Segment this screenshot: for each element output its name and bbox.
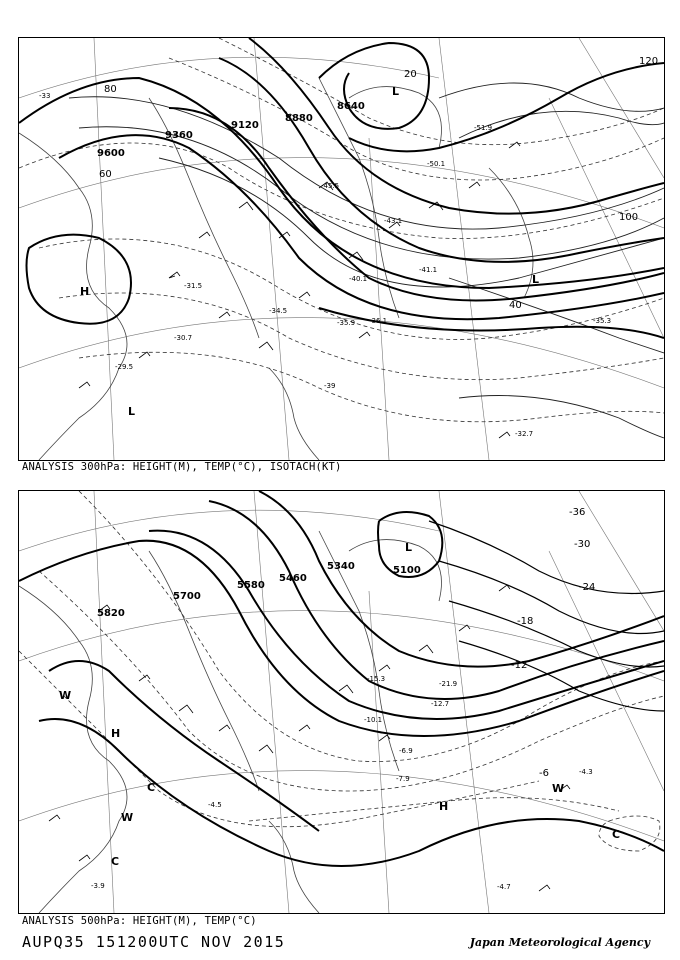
isotherm-label: -6 <box>539 768 549 779</box>
chart-300hpa-caption: ANALYSIS 300hPa: HEIGHT(M), TEMP(°C), ISOTACH(KT) <box>22 461 342 473</box>
wind-barbs <box>79 142 520 438</box>
height-label-5580: 5580 <box>237 580 265 591</box>
height-label-5460: 5460 <box>279 573 307 584</box>
temp-label: -4.3 <box>579 768 593 776</box>
isotach-label-20: 20 <box>404 69 417 80</box>
isotachs <box>69 83 664 438</box>
agency-name: Japan Meteorological Agency <box>469 936 650 949</box>
temp-label: -39 <box>324 382 336 390</box>
warm-center: W <box>121 811 134 824</box>
temp-label: -7.9 <box>396 775 410 783</box>
isotherm-label: -30 <box>574 539 591 550</box>
height-label-9120: 9120 <box>231 120 259 131</box>
temp-label: -4.7 <box>497 883 511 891</box>
high-center: H <box>111 727 121 740</box>
temp-label: -12.7 <box>431 700 450 708</box>
chart-300hpa-map <box>19 38 664 460</box>
temp-label: -35.9 <box>337 319 356 327</box>
isotherm-label: -18 <box>517 616 534 627</box>
temp-label: -43.1 <box>384 217 403 225</box>
height-label-8880: 8880 <box>285 113 313 124</box>
temp-label: -10.1 <box>364 716 383 724</box>
isotherm-label: -24 <box>579 582 596 593</box>
low-center: L <box>392 85 400 98</box>
wind-barbs <box>49 585 570 891</box>
low-center: L <box>405 541 413 554</box>
coastline <box>19 78 533 460</box>
temp-label: -6.9 <box>399 747 413 755</box>
isotherm-label: -12 <box>511 660 528 671</box>
warm-center: W <box>59 689 72 702</box>
low-center: L <box>128 405 136 418</box>
temp-label: -31.5 <box>184 282 203 290</box>
temp-label: -51.9 <box>474 124 493 132</box>
temp-label: -3.9 <box>91 882 105 890</box>
high-center: H <box>80 285 90 298</box>
temp-label: -40.1 <box>349 275 368 283</box>
height-contours <box>19 491 664 866</box>
temp-label: -45.5 <box>321 182 340 190</box>
temp-label: -21.9 <box>439 680 458 688</box>
low-center: L <box>532 273 540 286</box>
height-label-8640: 8640 <box>337 101 365 112</box>
height-label-5100: 5100 <box>393 565 421 576</box>
chart-500hpa-map <box>19 491 664 913</box>
graticule <box>19 491 664 913</box>
isotach-label-60: 60 <box>99 169 112 180</box>
temp-label: -32.7 <box>515 430 534 438</box>
height-label-5820: 5820 <box>97 608 125 619</box>
high-center: H <box>439 800 449 813</box>
temp-label: -30.7 <box>174 334 193 342</box>
temp-label: -35.3 <box>593 317 612 325</box>
temp-label: -34.5 <box>269 307 288 315</box>
temp-label: -33 <box>39 92 51 100</box>
temp-label: -29.5 <box>115 363 134 371</box>
temp-label: -15.3 <box>367 675 386 683</box>
cold-center: C <box>612 828 621 841</box>
isotach-label-80: 80 <box>104 84 117 95</box>
isotach-label-120: 120 <box>639 56 659 67</box>
height-label-9600: 9600 <box>97 148 125 159</box>
chart-300hpa <box>18 37 665 461</box>
isotach-label-40: 40 <box>509 300 522 311</box>
cold-center: C <box>111 855 120 868</box>
cold-center: C <box>147 781 156 794</box>
temp-label: -41.1 <box>419 266 438 274</box>
temp-label: -36.1 <box>369 317 388 325</box>
height-label-5700: 5700 <box>173 591 201 602</box>
height-label-9360: 9360 <box>165 130 193 141</box>
chart-500hpa-caption: ANALYSIS 500hPa: HEIGHT(M), TEMP(°C) <box>22 915 257 927</box>
temp-label: -50.1 <box>427 160 446 168</box>
isotherm-label: -36 <box>569 507 586 518</box>
warm-center: W <box>552 782 565 795</box>
isotach-label-100: 100 <box>619 212 639 223</box>
chart-code-datetime: AUPQ35 151200UTC NOV 2015 <box>22 933 286 951</box>
temp-label: -4.5 <box>208 801 222 809</box>
height-label-5340: 5340 <box>327 561 355 572</box>
chart-500hpa <box>18 490 665 914</box>
